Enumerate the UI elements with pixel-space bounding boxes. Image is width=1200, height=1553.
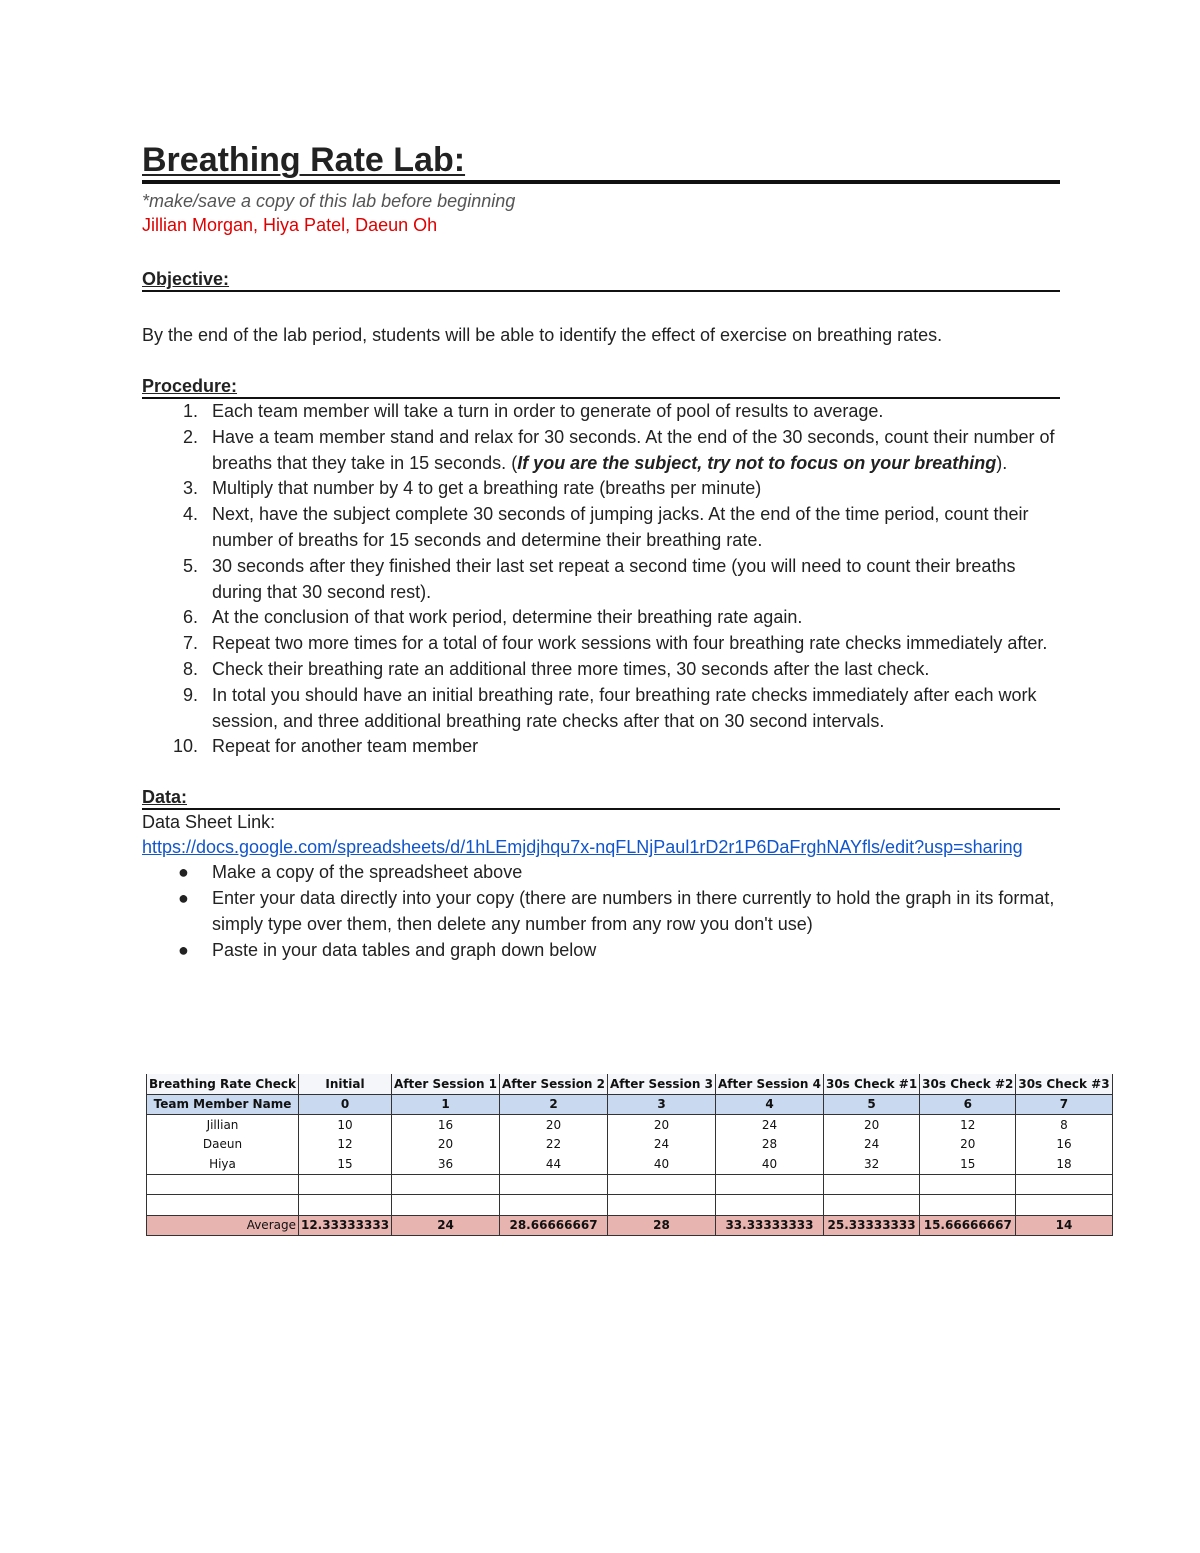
average-cell: 28 <box>608 1215 716 1236</box>
table-header-cell: After Session 4 <box>716 1074 824 1094</box>
table-cell: 10 <box>298 1115 391 1135</box>
average-cell: 24 <box>392 1215 500 1236</box>
table-cell: 24 <box>608 1135 716 1155</box>
procedure-step: 7. Repeat two more times for a total of four work sessions with four breathing rate checks immediately after. <box>182 633 1048 654</box>
objective-heading: Objective: <box>142 268 1060 292</box>
table-cell: 32 <box>823 1154 919 1174</box>
table-row <box>147 1154 1113 1174</box>
average-label: Average <box>147 1215 299 1236</box>
bullet-icon: ● <box>178 887 189 908</box>
average-cell: 33.33333333 <box>716 1215 824 1236</box>
procedure-step: 3. Multiply that number by 4 to get a breathing rate (breaths per minute) <box>182 478 762 499</box>
bullet-icon: ● <box>178 939 189 960</box>
table-cell: 20 <box>392 1135 500 1155</box>
table-header-cell: 30s Check #3 <box>1016 1074 1112 1094</box>
table-average-row <box>147 1215 1113 1236</box>
table-subheader-cell: 0 <box>298 1094 391 1115</box>
table-cell: 44 <box>500 1154 608 1174</box>
list-item: ● Make a copy of the spreadsheet above <box>142 860 1060 886</box>
table-subheader-cell: 4 <box>716 1094 824 1115</box>
table-cell: 28 <box>716 1135 824 1155</box>
table-header-cell: Initial <box>298 1074 391 1094</box>
table-header-cell: 30s Check #2 <box>920 1074 1016 1094</box>
procedure-step: 9. In total you should have an initial breathing rate, four breathing rate checks immediately after each work session, and three additional breathing rate checks after that on 30 second intervals. <box>182 684 1037 731</box>
procedure-step: 4. Next, have the subject complete 30 seconds of jumping jacks. At the end of the time period, count their number of breaths for 15 seconds and determine their breathing rate. <box>182 504 1029 550</box>
table-row <box>147 1135 1113 1155</box>
table-cell: 15 <box>920 1154 1016 1174</box>
procedure-list <box>142 399 1060 760</box>
procedure-step: 8. Check their breathing rate an additional three more times, 30 seconds after the last check. <box>182 658 930 679</box>
table-cell: 18 <box>1016 1154 1112 1174</box>
table-cell: 22 <box>500 1135 608 1155</box>
average-cell: 15.66666667 <box>920 1215 1016 1236</box>
table-cell: Hiya <box>147 1154 299 1174</box>
table-subheader-cell: 1 <box>392 1094 500 1115</box>
table-cell: 40 <box>716 1154 824 1174</box>
procedure-step: 10. Repeat for another team member <box>172 736 479 757</box>
table-subheader-cell: 7 <box>1016 1094 1112 1115</box>
table-subheader-cell: Team Member Name <box>147 1094 299 1115</box>
breathing-rate-table <box>146 1074 1113 1236</box>
objective-text: By the end of the lab period, students will be able to identify the effect of exercise on breathing rates. <box>142 325 943 345</box>
table-cell: 20 <box>500 1115 608 1135</box>
authors: Jillian Morgan, Hiya Patel, Daeun Oh <box>142 215 438 235</box>
list-item: ● Enter your data directly into your copy (there are numbers in there currently to hold the graph in its format, simply type over them, then delete any number from any row you don't use) <box>178 887 1055 934</box>
table-cell: 16 <box>392 1115 500 1135</box>
data-heading: Data: <box>142 786 1060 810</box>
table-subheader-cell: 2 <box>500 1094 608 1115</box>
procedure-heading: Procedure: <box>142 375 1060 399</box>
procedure-step: 2. Have a team member stand and relax for 30 seconds. At the end of the 30 seconds, count their number of breaths that they take in 15 seconds. (If you are the subject, try not to focus on your breathing). <box>182 426 1055 473</box>
table-empty-row <box>147 1195 1113 1216</box>
data-instructions-list <box>142 860 1060 963</box>
table-cell: 36 <box>392 1154 500 1174</box>
average-cell: 14 <box>1016 1215 1112 1236</box>
page-title: Breathing Rate Lab: <box>142 140 1060 184</box>
table-header-cell: After Session 2 <box>500 1074 608 1094</box>
list-item: ● Paste in your data tables and graph down below <box>142 938 1060 964</box>
table-cell: 12 <box>298 1135 391 1155</box>
bullet-icon: ● <box>178 862 189 883</box>
data-sheet-link-label: Data Sheet Link: <box>142 812 276 833</box>
table-cell: 15 <box>298 1154 391 1174</box>
table-row <box>147 1115 1113 1135</box>
average-cell: 12.33333333 <box>298 1215 391 1236</box>
table-cell: 24 <box>823 1135 919 1155</box>
table-header-cell: After Session 1 <box>392 1074 500 1094</box>
table-empty-row <box>147 1174 1113 1195</box>
table-header-cell: Breathing Rate Check <box>147 1074 299 1094</box>
table-header-row <box>147 1074 1113 1094</box>
table-cell: 20 <box>823 1115 919 1135</box>
procedure-step: 5. 30 seconds after they finished their last set repeat a second time (you will need to count their breaths during that 30 second rest). <box>182 555 1016 602</box>
table-header-cell: 30s Check #1 <box>823 1074 919 1094</box>
table-cell: 12 <box>920 1115 1016 1135</box>
table-cell: 20 <box>920 1135 1016 1155</box>
table-cell: Jillian <box>147 1115 299 1135</box>
table-cell: 40 <box>608 1154 716 1174</box>
copy-note: *make/save a copy of this lab before beginning <box>142 191 516 211</box>
table-cell: 8 <box>1016 1115 1112 1135</box>
table-cell: 20 <box>608 1115 716 1135</box>
document-page <box>142 140 1060 963</box>
table-subheader-cell: 6 <box>920 1094 1016 1115</box>
data-sheet-link[interactable]: https://docs.google.com/spreadsheets/d/1hLEmjdjhqu7x-nqFLNjPaul1rD2r1P6DaFrghNAYfls/edit?usp=sharing <box>142 837 1023 858</box>
table-header-cell: After Session 3 <box>608 1074 716 1094</box>
average-cell: 25.33333333 <box>823 1215 919 1236</box>
table-subheader-cell: 5 <box>823 1094 919 1115</box>
table-cell: Daeun <box>147 1135 299 1155</box>
table-cell: 24 <box>716 1115 824 1135</box>
procedure-step: 6. At the conclusion of that work period, determine their breathing rate again. <box>182 607 803 628</box>
table-cell: 16 <box>1016 1135 1112 1155</box>
procedure-step: 1. Each team member will take a turn in order to generate of pool of results to average. <box>182 401 884 421</box>
average-cell: 28.66666667 <box>500 1215 608 1236</box>
table-subheader-cell: 3 <box>608 1094 716 1115</box>
table-subheader-row <box>147 1094 1113 1115</box>
